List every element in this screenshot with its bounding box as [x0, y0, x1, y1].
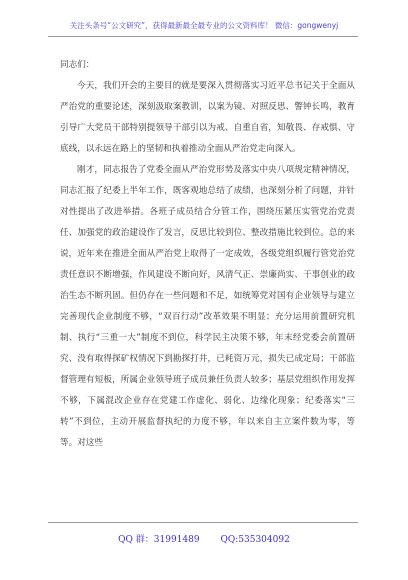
- qq-number-label: QQ:535304092: [220, 535, 290, 545]
- qq-group-label: QQ 群：31991489: [118, 535, 200, 545]
- header-divider: [48, 36, 358, 37]
- footer-contact: [0, 532, 408, 545]
- paragraph-review: 刚才，同志报告了党委全面从严治党形势及落实中央八项规定精神情况，同志汇报了纪委上半年工作，既客观地总结了成绩，也深刻分析了问题，并针对性提出了改进举措。各班子成员结合分管工作，围绕压紧压实管党治党责任、加强党的政治建设作了发言，反思比较到位、整改措施比较到位。总的来说，近年来在推进全面从严治党上取得了一定成效，各级党组织履行管党治党责任意识不断增强，作风建设不断向好，风清气正、崇廉尚实、干事创业的政治生态不断巩固。但仍存在一些问题和不足，如统筹党对国有企业领导与建立完善现代企业制度不够，“双百行动”改革效果不明显；充分运用前置研究机制、执行“三重一大”制度不到位，科学民主决策不够，年末经党委会前置研究、没有取得探矿权情况下到勘探打井，已耗资万元，损失已成定局；干部监督管理有短板，所属企业领导班子成员兼任负责人较多；基层党组织作用发挥不够，下属混改企业存在党建工作虚化、弱化、边缘化现象；纪委落实“三转”不到位，主动开展监督执纪的力度不够，年以来自主立案件数为零，等等。对这些: [60, 165, 355, 448]
- footer-divider: [48, 522, 358, 523]
- paragraph-intro: 今天，我们开会的主要目的就是要深入贯彻落实习近平总书记关于全面从严治党的重要论述，深刻汲取案教训，以案为镜、对照反思、警钟长鸣，教育引导广大党员干部特别提领导干部引以为戒、自重自省，知敬畏、存戒惧、守底线，以永远在路上的坚韧和执着推动全面从严治党走向深入。: [60, 81, 355, 154]
- header-banner: 关注头条号“公文研究”，获得最新最全最专业的公文资料库！ 微信：gongwenyj: [69, 21, 339, 30]
- document-body: [60, 55, 355, 454]
- greeting: 同志们：: [60, 60, 95, 70]
